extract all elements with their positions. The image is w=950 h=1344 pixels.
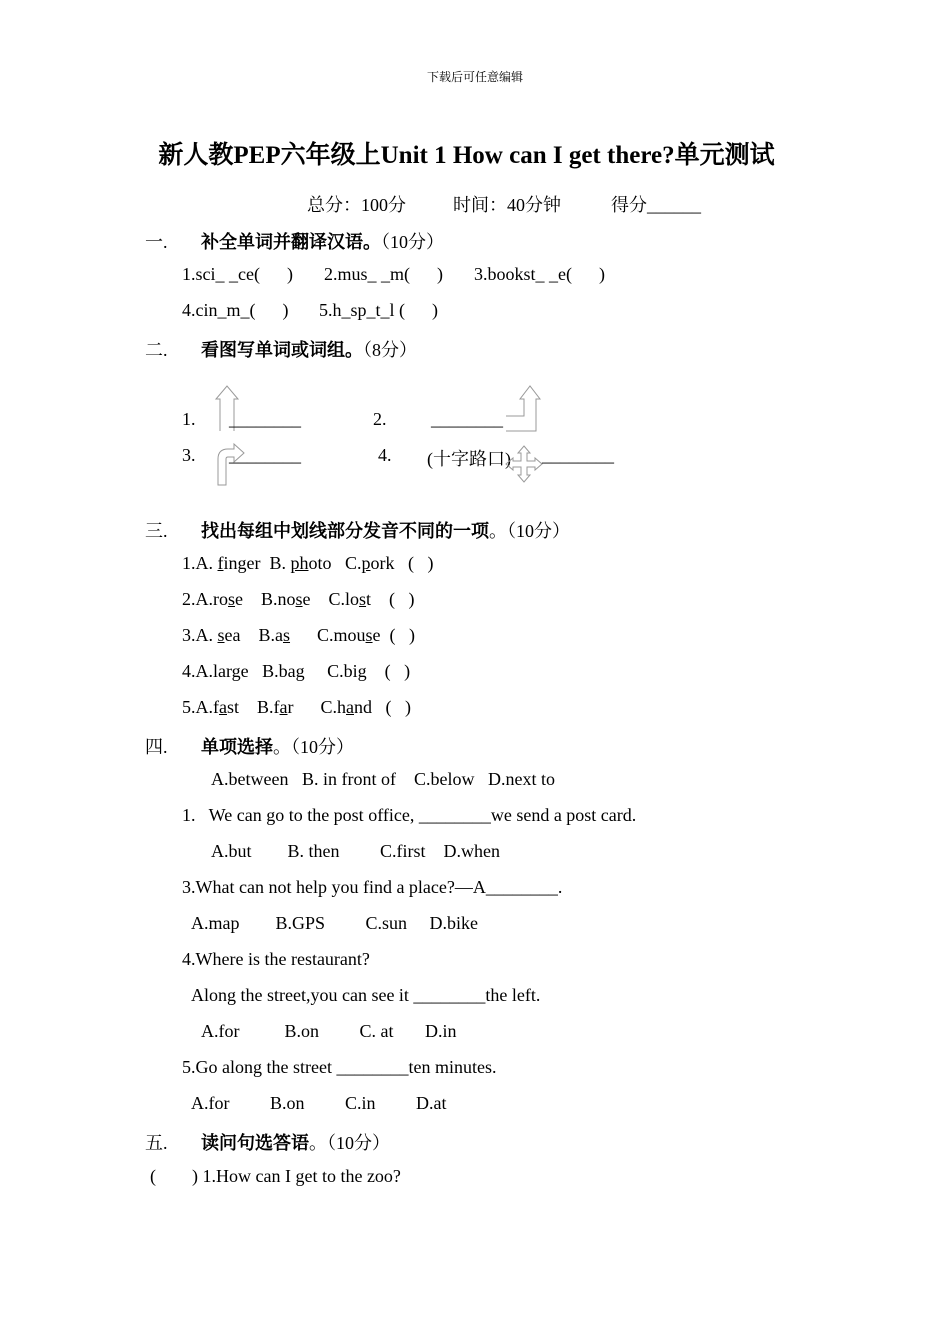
section-points: 。（10分） (309, 1133, 390, 1153)
question-segment: e ( ) (372, 625, 416, 645)
section-title: 读问句选答语 (201, 1133, 309, 1153)
section-title: 看图写单词或词组。 (201, 340, 363, 360)
question-segment: r C.h (287, 697, 347, 717)
section-heading (201, 228, 444, 254)
underlined-letters: s (295, 589, 303, 609)
score-blank: 得分______ (611, 195, 701, 215)
pronunciation-question (182, 697, 411, 718)
question-segment: t ( ) (366, 589, 415, 609)
choice-options: A.but B. then C.first D.when (211, 841, 500, 861)
section-points: （8分） (363, 340, 417, 360)
underlined-letters: s (359, 589, 367, 609)
question-item: 5.h_sp_t_l ( ) (319, 300, 438, 320)
question-segment: ork ( ) (370, 553, 434, 573)
section-points: 。（10分） (273, 737, 354, 757)
question-segment: ea B.a (224, 625, 283, 645)
crossroads-icon (506, 446, 542, 482)
turn-right-arrow-icon (506, 385, 540, 431)
section-number: 二. (145, 340, 168, 360)
picture-label: (十字路口) (427, 449, 511, 469)
question-segment: oto C. (308, 553, 362, 573)
question-segment: C.mou (290, 625, 366, 645)
section-heading (201, 733, 354, 759)
section-number: 五. (145, 1133, 168, 1153)
picture-item-number: 3. (182, 445, 196, 465)
underlined-letters: a (219, 697, 227, 717)
underlined-letters: s (217, 625, 225, 645)
choice-options: A.map B.GPS C.sun D.bike (191, 913, 479, 933)
pronunciation-question (182, 589, 415, 610)
answer-blank: ________ (542, 445, 614, 465)
section-number: 一. (145, 232, 168, 252)
question-segment: 2.A.ro (182, 589, 228, 609)
page-title: 新人教PEP六年级上Unit 1 How can I get there?单元测试 (158, 142, 775, 169)
section-heading (201, 517, 570, 543)
question-text: ( ) 1.How can I get to the zoo? (150, 1166, 401, 1186)
question-text: 5.Go along the street ________ten minutes. (182, 1057, 497, 1077)
underlined-letters: s (365, 625, 373, 645)
question-text: Along the street,you can see it ________the left. (191, 985, 541, 1005)
question-segment: 1.A. (182, 553, 218, 573)
total-score: 总分：100分 (307, 195, 406, 215)
picture-item-number: 1. (182, 409, 196, 429)
question-segment: inger B. (223, 553, 291, 573)
section-number: 三. (145, 521, 168, 541)
underlined-letters: f (217, 553, 224, 573)
pronunciation-question (182, 625, 415, 646)
question-segment: e C.lo (302, 589, 360, 609)
question-text: 4.Where is the restaurant? (182, 949, 370, 969)
underlined-letters: p (361, 553, 371, 573)
underlined-letters: a (279, 697, 288, 717)
picture-item-number: 4. (378, 445, 392, 465)
question-text: 1. We can go to the post office, ________we send a post card. (182, 805, 637, 825)
question-segment: e B.ba (240, 661, 296, 681)
underlined-letters: g (231, 661, 241, 681)
choice-options: A.for B.on C.in D.at (191, 1093, 447, 1113)
question-segment: nd ( ) (354, 697, 412, 717)
question-segment: 4.A.lar (182, 661, 232, 681)
section-heading (201, 1129, 390, 1155)
answer-blank: ________ (431, 409, 503, 429)
answer-blank: ________ (229, 409, 301, 429)
picture-item-number: 2. (373, 409, 387, 429)
question-segment: ( ) (366, 661, 411, 681)
section-title: 补全单词并翻译汉语。 (201, 232, 381, 252)
time-limit: 时间：40分钟 (453, 195, 561, 215)
underlined-letters: s (283, 625, 291, 645)
question-item: 4.cin_m_( ) (182, 300, 289, 320)
choice-options: A.for B.on C. at D.in (201, 1021, 457, 1041)
underlined-letters: g (295, 661, 305, 681)
question-item: 3.bookst_ _e( ) (474, 264, 605, 284)
section-title: 找出每组中划线部分发音不同的一项 (201, 521, 489, 541)
section-number: 四. (145, 737, 168, 757)
question-segment: 5.A.f (182, 697, 219, 717)
question-segment: st B.f (227, 697, 280, 717)
pronunciation-question (182, 553, 434, 574)
underlined-letters: ph (290, 553, 309, 573)
underlined-letters: a (346, 697, 355, 717)
choice-options: A.between B. in front of C.below D.next to (211, 769, 555, 789)
page-header: 下载后可任意编辑 (426, 70, 523, 84)
question-segment: 3.A. (182, 625, 218, 645)
section-heading (201, 336, 417, 362)
question-segment: C.bi (304, 661, 358, 681)
underlined-letters: s (228, 589, 236, 609)
question-item: 1.sci_ _ce( ) (182, 264, 293, 284)
section-points: （10分） (381, 232, 444, 252)
section-title: 单项选择 (201, 737, 273, 757)
section-points: 。（10分） (489, 521, 570, 541)
underlined-letters: g (357, 661, 367, 681)
answer-blank: ________ (229, 445, 301, 465)
question-segment: e B.no (235, 589, 296, 609)
question-text: 3.What can not help you find a place?—A________. (182, 877, 563, 897)
pronunciation-question (182, 661, 410, 682)
question-item: 2.mus_ _m( ) (324, 264, 443, 284)
